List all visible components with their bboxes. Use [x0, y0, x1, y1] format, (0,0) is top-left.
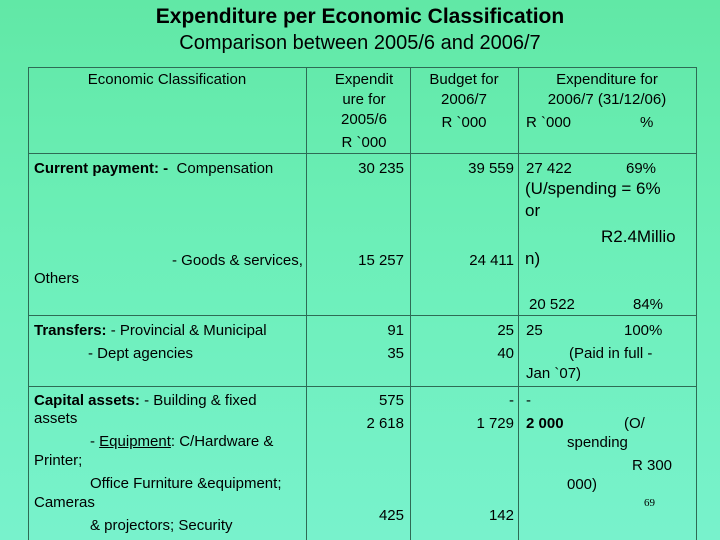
- row-dept-agencies-label: - Dept agencies: [88, 345, 194, 362]
- goods-budget-2006: 24 411: [469, 252, 514, 269]
- capital-note-line3: R 300: [632, 457, 673, 474]
- row-capital-assets-label: Capital assets: - Building & fixed: [34, 392, 257, 409]
- goods-pct: 84%: [633, 296, 664, 313]
- current-compensation-exp-2005: 30 235: [358, 160, 404, 177]
- capital-note-line4: 000): [567, 476, 598, 493]
- slide-subtitle: Comparison between 2005/6 and 2006/7: [179, 32, 541, 54]
- row-equipment-label: - Equipment: C/Hardware &: [90, 433, 274, 450]
- transfers-actual-2006: 25: [526, 322, 543, 339]
- capital-building-budget-2006: -: [509, 392, 514, 409]
- capital-building-exp-2005: 575: [378, 392, 404, 409]
- current-compensation-pct: 69%: [626, 160, 657, 177]
- row-transfers-label: Transfers: - Provincial & Municipal: [34, 322, 267, 339]
- header-expenditure-2006-7: Expenditure for 2006/7 (31/12/06) R `000 %: [526, 71, 667, 131]
- capital-building-actual-2006: -: [526, 392, 531, 409]
- page-number: 69: [644, 497, 655, 509]
- col-border-right: [696, 67, 697, 540]
- transfers-note-line2: Jan `07): [526, 365, 582, 382]
- slide-title: Expenditure per Economic Classification: [155, 5, 565, 28]
- row-divider-transfers: [28, 386, 696, 387]
- row-furniture-label: Office Furniture &equipment;: [90, 475, 282, 492]
- row-others-label: Others: [34, 270, 80, 287]
- capital-security-exp-2005: 425: [378, 507, 404, 524]
- col-divider-3: [518, 67, 519, 540]
- capital-note-line2: spending: [567, 434, 628, 451]
- transfers-pct: 100%: [624, 322, 663, 339]
- row-cameras-label: Cameras: [34, 494, 95, 511]
- header-expenditure-2005-6: Expendit ure for 2005/6 R `000: [334, 71, 394, 151]
- capital-equipment-actual-2006: 2 000: [526, 415, 564, 432]
- row-printer-label: Printer;: [34, 452, 83, 469]
- capital-note-line1: (O/: [624, 415, 645, 432]
- current-compensation-actual-2006: 27 422: [526, 160, 572, 177]
- goods-exp-2005: 15 257: [358, 252, 404, 269]
- transfers-provincial-budget-2006: 25: [497, 322, 514, 339]
- row-goods-services-label: - Goods & services,: [172, 252, 303, 269]
- header-divider: [28, 153, 696, 154]
- transfers-note-line1: (Paid in full -: [569, 345, 653, 362]
- header-economic-classification: Economic Classification: [87, 71, 247, 88]
- header-budget-2006-7: Budget for 2006/7 R `000: [429, 71, 499, 131]
- table-top-border: [28, 67, 696, 68]
- col-border-left: [28, 67, 29, 540]
- capital-equipment-exp-2005: 2 618: [366, 415, 404, 432]
- capital-equipment-budget-2006: 1 729: [476, 415, 514, 432]
- current-note-line3: R2.4Millio: [601, 227, 676, 246]
- goods-actual-2006: 20 522: [529, 296, 575, 313]
- row-projectors-label: & projectors; Security: [90, 517, 233, 534]
- row-current-payment-label: Current payment: - Compensation: [34, 160, 274, 177]
- transfers-provincial-exp-2005: 91: [387, 322, 404, 339]
- current-note-line2: or: [525, 201, 541, 220]
- current-note-line4: n): [525, 249, 541, 268]
- transfers-agencies-exp-2005: 35: [387, 345, 404, 362]
- current-note-line1: (U/spending = 6%: [525, 179, 661, 198]
- capital-security-budget-2006: 142: [488, 507, 514, 524]
- transfers-agencies-budget-2006: 40: [497, 345, 514, 362]
- current-compensation-budget-2006: 39 559: [468, 160, 514, 177]
- row-capital-assets-label-line2: assets: [34, 410, 78, 427]
- row-divider-current: [28, 315, 696, 316]
